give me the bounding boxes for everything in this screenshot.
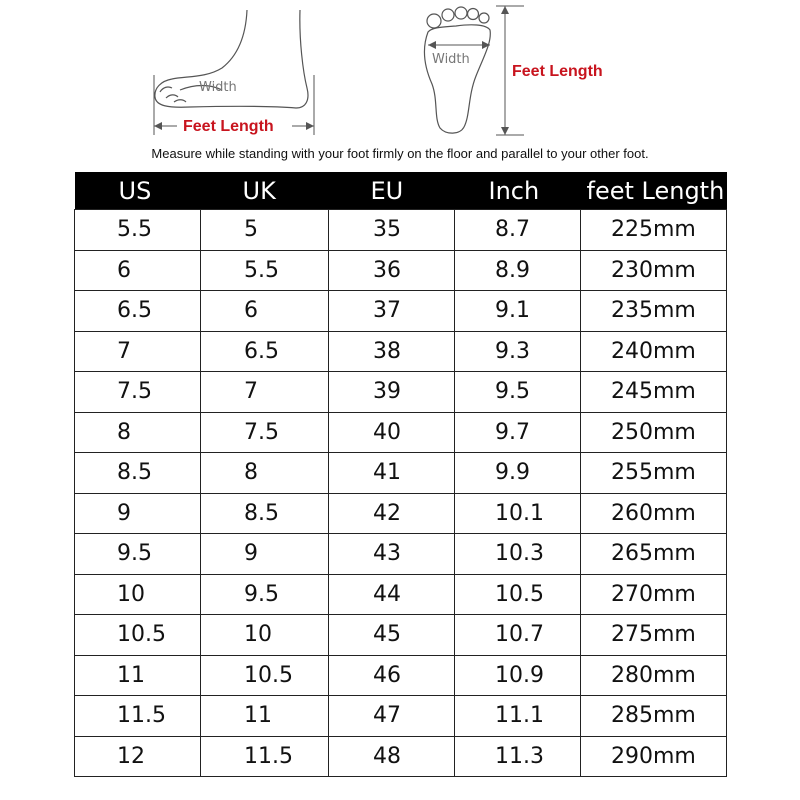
uk-size-cell: 6 bbox=[201, 291, 329, 332]
eu-size-cell: 43 bbox=[329, 534, 455, 575]
inch-size-cell: 10.9 bbox=[455, 655, 581, 696]
inch-size-cell: 10.1 bbox=[455, 493, 581, 534]
table-row bbox=[75, 736, 727, 777]
uk-size-cell: 9.5 bbox=[201, 574, 329, 615]
table-row bbox=[75, 331, 727, 372]
inch-size-cell: 9.9 bbox=[455, 453, 581, 494]
inch-size-cell: 10.7 bbox=[455, 615, 581, 656]
sole-width-label: Width bbox=[432, 52, 470, 67]
us-size-cell: 8 bbox=[75, 412, 201, 453]
uk-size-cell: 5 bbox=[201, 210, 329, 251]
us-size-cell: 9.5 bbox=[75, 534, 201, 575]
table-row bbox=[75, 250, 727, 291]
table-row bbox=[75, 574, 727, 615]
inch-size-cell: 11.3 bbox=[455, 736, 581, 777]
uk-size-cell: 11.5 bbox=[201, 736, 329, 777]
header-inch: Inch bbox=[455, 172, 581, 210]
feet-length-cell: 285mm bbox=[581, 696, 727, 737]
inch-size-cell: 10.5 bbox=[455, 574, 581, 615]
us-size-cell: 10 bbox=[75, 574, 201, 615]
table-row bbox=[75, 655, 727, 696]
header-eu: EU bbox=[329, 172, 455, 210]
inch-size-cell: 8.7 bbox=[455, 210, 581, 251]
table-row bbox=[75, 453, 727, 494]
eu-size-cell: 48 bbox=[329, 736, 455, 777]
uk-size-cell: 7.5 bbox=[201, 412, 329, 453]
measure-instruction: Measure while standing with your foot firmly on the floor and parallel to your other foot. bbox=[151, 146, 649, 161]
uk-size-cell: 8 bbox=[201, 453, 329, 494]
table-row bbox=[75, 210, 727, 251]
side-length-label: Feet Length bbox=[183, 118, 274, 135]
us-size-cell: 6 bbox=[75, 250, 201, 291]
inch-size-cell: 9.5 bbox=[455, 372, 581, 413]
us-size-cell: 11 bbox=[75, 655, 201, 696]
us-size-cell: 10.5 bbox=[75, 615, 201, 656]
feet-length-cell: 250mm bbox=[581, 412, 727, 453]
side-width-label: Width bbox=[199, 80, 237, 95]
foot-measure-illustration bbox=[0, 0, 800, 145]
table-row bbox=[75, 372, 727, 413]
uk-size-cell: 8.5 bbox=[201, 493, 329, 534]
eu-size-cell: 44 bbox=[329, 574, 455, 615]
eu-size-cell: 39 bbox=[329, 372, 455, 413]
feet-length-cell: 245mm bbox=[581, 372, 727, 413]
feet-length-cell: 275mm bbox=[581, 615, 727, 656]
feet-length-cell: 290mm bbox=[581, 736, 727, 777]
feet-length-cell: 230mm bbox=[581, 250, 727, 291]
inch-size-cell: 11.1 bbox=[455, 696, 581, 737]
table-row bbox=[75, 696, 727, 737]
feet-length-cell: 270mm bbox=[581, 574, 727, 615]
us-size-cell: 11.5 bbox=[75, 696, 201, 737]
table-row bbox=[75, 412, 727, 453]
inch-size-cell: 9.3 bbox=[455, 331, 581, 372]
eu-size-cell: 47 bbox=[329, 696, 455, 737]
uk-size-cell: 6.5 bbox=[201, 331, 329, 372]
feet-length-cell: 265mm bbox=[581, 534, 727, 575]
inch-size-cell: 9.7 bbox=[455, 412, 581, 453]
eu-size-cell: 37 bbox=[329, 291, 455, 332]
us-size-cell: 7.5 bbox=[75, 372, 201, 413]
table-row bbox=[75, 291, 727, 332]
us-size-cell: 8.5 bbox=[75, 453, 201, 494]
eu-size-cell: 45 bbox=[329, 615, 455, 656]
table-row bbox=[75, 534, 727, 575]
feet-length-cell: 225mm bbox=[581, 210, 727, 251]
header-uk: UK bbox=[201, 172, 329, 210]
us-size-cell: 7 bbox=[75, 331, 201, 372]
inch-size-cell: 8.9 bbox=[455, 250, 581, 291]
us-size-cell: 6.5 bbox=[75, 291, 201, 332]
uk-size-cell: 7 bbox=[201, 372, 329, 413]
us-size-cell: 5.5 bbox=[75, 210, 201, 251]
uk-size-cell: 5.5 bbox=[201, 250, 329, 291]
header-row bbox=[75, 172, 727, 210]
feet-length-cell: 255mm bbox=[581, 453, 727, 494]
uk-size-cell: 9 bbox=[201, 534, 329, 575]
feet-length-cell: 235mm bbox=[581, 291, 727, 332]
foot-diagram bbox=[0, 0, 800, 145]
foot-sole-view-icon bbox=[425, 7, 491, 133]
eu-size-cell: 46 bbox=[329, 655, 455, 696]
uk-size-cell: 11 bbox=[201, 696, 329, 737]
uk-size-cell: 10 bbox=[201, 615, 329, 656]
inch-size-cell: 10.3 bbox=[455, 534, 581, 575]
uk-size-cell: 10.5 bbox=[201, 655, 329, 696]
size-rows bbox=[75, 210, 727, 777]
size-chart-table bbox=[74, 172, 727, 777]
table-row bbox=[75, 615, 727, 656]
header-feet-length: feet Length bbox=[581, 172, 727, 210]
inch-size-cell: 9.1 bbox=[455, 291, 581, 332]
eu-size-cell: 38 bbox=[329, 331, 455, 372]
feet-length-cell: 260mm bbox=[581, 493, 727, 534]
feet-length-cell: 240mm bbox=[581, 331, 727, 372]
us-size-cell: 12 bbox=[75, 736, 201, 777]
eu-size-cell: 42 bbox=[329, 493, 455, 534]
sole-length-label: Feet Length bbox=[512, 63, 603, 80]
eu-size-cell: 40 bbox=[329, 412, 455, 453]
feet-length-cell: 280mm bbox=[581, 655, 727, 696]
table-row bbox=[75, 493, 727, 534]
eu-size-cell: 41 bbox=[329, 453, 455, 494]
eu-size-cell: 36 bbox=[329, 250, 455, 291]
header-us: US bbox=[75, 172, 201, 210]
us-size-cell: 9 bbox=[75, 493, 201, 534]
eu-size-cell: 35 bbox=[329, 210, 455, 251]
